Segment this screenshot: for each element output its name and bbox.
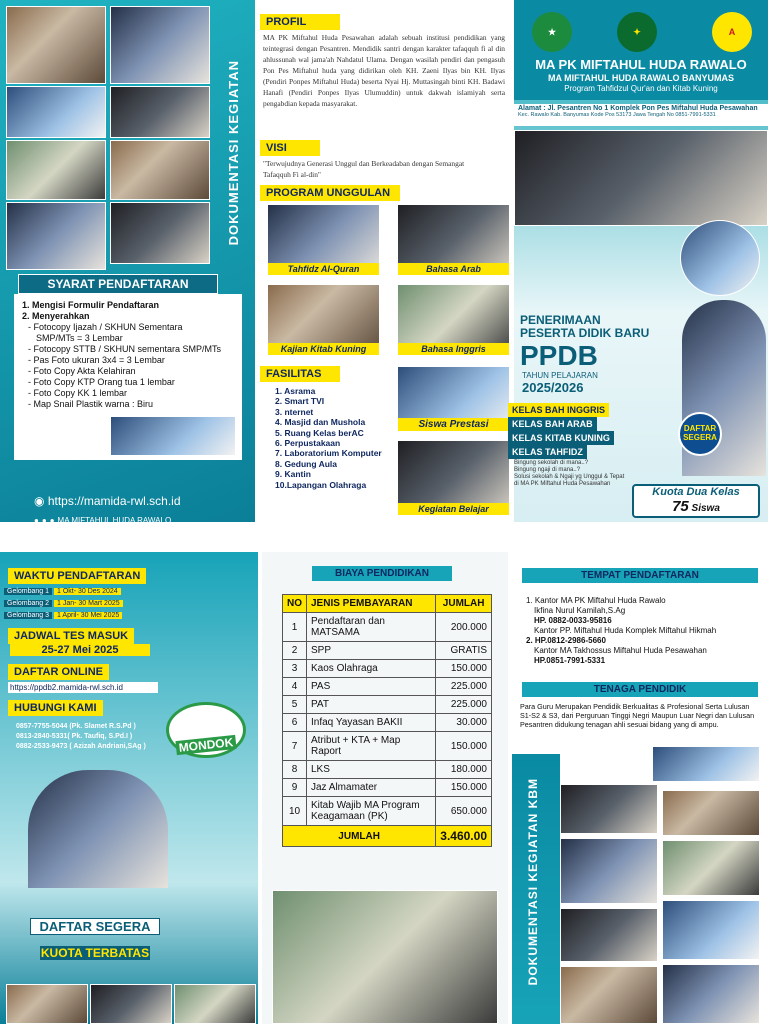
kelas-label: KELAS BAH INGGRIS: [508, 403, 609, 417]
photo-siswa-prestasi: [397, 366, 510, 432]
tempat-line: 1. Kantor MA PK Miftahul Huda Rawalo: [526, 596, 666, 605]
program-caption: Bahasa Arab: [398, 263, 509, 275]
waktu-title: WAKTU PENDAFTARAN: [8, 568, 146, 584]
col-header: JUMLAH: [436, 595, 492, 613]
fee-cell-no: 4: [283, 678, 307, 696]
kuota-label: Kuota Dua Kelas: [652, 486, 740, 498]
school-sub1: MA MIFTAHUL HUDA RAWALO BANYUMAS: [548, 73, 734, 83]
fasilitas-item: 5. Ruang Kelas berAC: [275, 427, 364, 438]
syarat-sub: - Fotocopy Ijazah / SKHUN Sementara: [28, 322, 183, 332]
photo-two-students: [28, 770, 168, 888]
fee-cell-no: 8: [283, 761, 307, 779]
school-logo-icon: A: [712, 12, 752, 52]
fee-cell-jenis: Atribut + KTA + Map Raport: [307, 732, 436, 761]
fee-cell-jumlah: 150.000: [436, 660, 492, 678]
syarat-sub: - Fotocopy STTB / SKHUN sementara SMP/MTs: [28, 344, 222, 354]
fee-row: [283, 678, 492, 696]
fasilitas-item: 7. Laboratorium Komputer: [275, 448, 382, 459]
phone-line[interactable]: 0813-2840-5331( Pk. Taufiq, S.Pd.I ): [16, 733, 133, 740]
siswa-prestasi-caption: Siswa Prestasi: [398, 418, 509, 431]
panel-left: [0, 0, 255, 522]
fee-cell-no: 6: [283, 714, 307, 732]
photo-campus: [272, 890, 498, 1024]
kuota-box: [632, 484, 760, 518]
syarat-sub: SMP/MTs = 3 Lembar: [36, 333, 123, 343]
tempat-line: 2. HP.0812-2986-5660: [526, 636, 606, 645]
fee-cell-no: 3: [283, 660, 307, 678]
fee-cell-jumlah: 225.000: [436, 678, 492, 696]
photo-bottom-1: [6, 984, 88, 1024]
tempat-line: Kantor MA Takhossus Miftahul Huda Pesawahan: [534, 646, 707, 655]
tempat-line: Ikfina Nurul Kamilah,S.Ag: [534, 606, 626, 615]
fee-cell-jenis: PAT: [307, 696, 436, 714]
fee-row: [283, 613, 492, 642]
fasilitas-item: 6. Perpustakaan: [275, 438, 341, 449]
daftar-segera-button[interactable]: DAFTAR SEGERA: [30, 918, 160, 935]
panel-tempat: [512, 552, 768, 1024]
phone-line[interactable]: 0882-2533-9473 ( Azizah Andriani,SAg ): [16, 743, 146, 750]
fee-row: [283, 761, 492, 779]
fee-cell-jenis: Kaos Olahraga: [307, 660, 436, 678]
fee-cell-jumlah: 225.000: [436, 696, 492, 714]
youtube-icon[interactable]: ●: [49, 516, 55, 522]
doc-kbm-label: DOKUMENTASI KEGIATAN KBM: [526, 778, 540, 986]
mondok-label: MONDOK: [175, 735, 236, 755]
kuota-number: 75: [672, 498, 689, 515]
gelombang-label: Gelombang 1: [4, 588, 52, 595]
photo-activity-3: [6, 86, 106, 138]
photo-kbm-5: [560, 908, 658, 962]
fee-cell-jumlah: 200.000: [436, 613, 492, 642]
fee-row: [283, 732, 492, 761]
fee-cell-no: 10: [283, 797, 307, 826]
photo-bahasa-inggris: [397, 284, 510, 356]
school-name: MA PK MIFTAHUL HUDA RAWALO: [535, 57, 747, 72]
tempat-title: TEMPAT PENDAFTARAN: [522, 568, 758, 583]
profil-title: PROFIL: [260, 14, 340, 30]
tahun-label: TAHUN PELAJARAN: [522, 371, 598, 380]
visi-title: VISI: [260, 140, 320, 156]
gelombang-label: Gelombang 3: [4, 612, 52, 619]
penerimaan-text: [520, 314, 649, 340]
social-handle: MA MIFTAHUL HUDA RAWALO: [57, 516, 172, 522]
instagram-icon[interactable]: ●: [41, 516, 47, 522]
photo-activity-8: [110, 202, 210, 264]
fasilitas-item: 9. Kantin: [275, 469, 311, 480]
fee-cell-jenis: LKS: [307, 761, 436, 779]
panel-contact: [0, 552, 258, 1024]
online-url[interactable]: https://ppdb2.mamida-rwl.sch.id: [8, 682, 158, 693]
doc-kegiatan-label: DOKUMENTASI KEGIATAN: [226, 60, 241, 246]
fasilitas-title: FASILITAS: [260, 366, 340, 382]
tagline-line: Solusi sekolah & Ngaji yg Unggul & Tepat: [514, 474, 625, 480]
fasilitas-list: [275, 386, 382, 490]
biaya-table: [282, 594, 492, 847]
profil-text: MA PK Miftahul Huda Pesawahan adalah sebuah institusi pendidikan yang teintegrasi dengan Pesantren. Mendidik santri dengan karakter tafaqquh fi al din ahlussunah wal jama'ah Nahdatul Ulama. Dengan wasilah pendiri dan pengasuh Pon Pes Miftahul huda yang didirikan oleh KH. Zaeni Ilyas bin KH. Ilyas (Pendiri Ponpes Miftahul Huda) beserta Nyai Hj. Muttasingah binti KH. Badawi Hanafi (Pendiri Ponpes Ilyas Ulumuddin) untuk dakwah islamiyah serta pengabdian kepada masyarakat.: [263, 33, 505, 108]
col-header: NO: [283, 595, 307, 613]
program-caption: Tahfidz Al-Quran: [268, 263, 379, 275]
fasilitas-item: 8. Gedung Aula: [275, 458, 338, 469]
gelombang-date: 1 Okt- 30 Des 2024: [54, 588, 121, 595]
syarat-item-2: 2. Menyerahkan: [22, 311, 90, 321]
fee-cell-jenis: PAS: [307, 678, 436, 696]
program-title: PROGRAM UNGGULAN: [260, 185, 400, 201]
col-header: JENIS PEMBAYARAN: [307, 595, 436, 613]
fee-cell-jenis: SPP: [307, 642, 436, 660]
tahun-value: 2025/2026: [522, 380, 584, 395]
syarat-title: SYARAT PENDAFTARAN: [18, 274, 218, 294]
photo-kbm-8: [662, 964, 760, 1024]
fee-row: [283, 696, 492, 714]
address-bar: [514, 104, 768, 126]
photo-bottom-2: [90, 984, 172, 1024]
photo-activity-2: [110, 6, 210, 84]
fasilitas-item: 10.Lapangan Olahraga: [275, 479, 367, 490]
syarat-item-1: 1. Mengisi Formulir Pendaftaran: [22, 300, 160, 310]
photo-kbm-7: [560, 966, 658, 1024]
address-line-1: Alamat : Jl. Pesantren No 1 Komplek Pon Pes Miftahul Huda Pesawahan: [518, 105, 758, 112]
photo-activity-7: [6, 202, 106, 270]
photo-kbm-1: [560, 784, 658, 834]
school-sub2: Program Tahfidzul Qur'an dan Kitab Kuning: [564, 84, 718, 93]
photo-trophy-group: [680, 220, 760, 296]
jadwal-date: 25-27 Mei 2025: [10, 644, 150, 656]
gelombang-label: Gelombang 2: [4, 600, 52, 607]
total-label: JUMLAH: [283, 826, 436, 847]
photo-students-assembly: [110, 416, 236, 456]
fee-cell-jenis: Jaz Almamater: [307, 779, 436, 797]
fasilitas-item: 4. Masjid dan Mushola: [275, 417, 366, 428]
fee-cell-no: 2: [283, 642, 307, 660]
fee-row: [283, 660, 492, 678]
penerimaan-line-1: PENERIMAAN: [520, 313, 601, 327]
photo-activity-5: [6, 140, 106, 200]
fee-cell-jenis: Pendaftaran dan MATSAMA: [307, 613, 436, 642]
tagline-line: di MA PK Miftahul Huda Pesawahan: [514, 481, 611, 487]
tagline-line: Bingung ngaji di mana..?: [514, 467, 581, 473]
fee-row: [283, 779, 492, 797]
photo-cover-students: [514, 130, 768, 226]
kelas-label: KELAS BAH ARAB: [508, 417, 597, 431]
fee-cell-jumlah: 650.000: [436, 797, 492, 826]
panel-biaya: [262, 552, 508, 1024]
phone-line[interactable]: 0857-7755-5044 (Pk. Slamet R.S.Pd ): [16, 723, 136, 730]
fee-cell-jenis: Kitab Wajib MA Program Keagamaan (PK): [307, 797, 436, 826]
jadwal-title: JADWAL TES MASUK: [8, 628, 134, 644]
photo-kegiatan-belajar: [397, 440, 510, 516]
program-caption: Bahasa Inggris: [398, 343, 509, 355]
fee-cell-no: 5: [283, 696, 307, 714]
fee-cell-jumlah: GRATIS: [436, 642, 492, 660]
photo-kbm-2: [662, 790, 760, 836]
fasilitas-item: 3. nternet: [275, 406, 314, 417]
website-row[interactable]: [34, 494, 181, 508]
tempat-line: HP. 0882-0033-95816: [534, 616, 612, 625]
hubungi-list: [16, 722, 146, 752]
hubungi-title: HUBUNGI KAMI: [8, 700, 103, 716]
visi-text: "Terwujudnya Generasi Unggul dan Berkeadaban dengan Semangat Tafaqquh Fi al-din": [263, 159, 465, 179]
tempat-line: HP.0851-7991-5331: [534, 656, 606, 665]
photo-kbm-4: [662, 840, 760, 896]
photo-activity-1: [6, 6, 106, 84]
kuota-terbatas-label: KUOTA TERBATAS: [40, 946, 150, 960]
photo-bottom-3: [174, 984, 256, 1024]
fee-row: [283, 642, 492, 660]
photo-teachers: [652, 746, 760, 782]
address-line-2: Kec. Rawalo Kab. Banyumas Kode Pos 53173 Jawa Tengah No 0851-7991-5331: [518, 112, 716, 118]
syarat-box: [14, 294, 242, 460]
gelombang-date: 1 April- 30 Mei 2025: [54, 612, 122, 619]
facebook-icon[interactable]: ●: [34, 516, 39, 522]
daftar-segera-badge[interactable]: DAFTAR SEGERA: [678, 412, 722, 456]
tenaga-text: Para Guru Merupakan Pendidik Berkualitas & Profesional Serta Lulusan S1-S2 & S3, dari Perguruan Tinggi Negri Maupun Luar Negri dan Lulusan Pesantren didukung tenagan ahli sesuai bidang yang di ampu.: [520, 702, 755, 729]
photo-bahasa-arab: [397, 204, 510, 276]
biaya-title: BIAYA PENDIDIKAN: [312, 566, 452, 581]
fee-cell-jumlah: 30.000: [436, 714, 492, 732]
tenaga-title: TENAGA PENDIDIK: [522, 682, 758, 697]
photo-kbm-6: [662, 900, 760, 960]
syarat-sub: - Pas Foto ukuran 3x4 = 3 Lembar: [28, 355, 165, 365]
fasilitas-item: 2. Smart TVI: [275, 396, 325, 407]
tempat-list: [526, 596, 716, 666]
fee-row: [283, 714, 492, 732]
globe-icon: ◉: [34, 494, 48, 508]
fee-cell-no: 7: [283, 732, 307, 761]
tagline-line: Bingung sekolah di mana..?: [514, 460, 589, 466]
kuota-unit: Siswa: [691, 503, 720, 514]
total-value: 3.460.00: [436, 826, 492, 847]
fee-cell-jumlah: 150.000: [436, 779, 492, 797]
brochure-back: [0, 552, 768, 1024]
kelas-label: KELAS KITAB KUNING: [508, 431, 614, 445]
kegiatan-belajar-caption: Kegiatan Belajar: [398, 503, 509, 515]
gelombang-date: 1 Jan- 30 Mart 2025: [54, 600, 123, 607]
panel-middle: [257, 0, 512, 522]
fasilitas-item: 1. Asrama: [275, 386, 316, 396]
photo-kitab-kuning: [267, 284, 380, 356]
syarat-sub: - Map Snail Plastik warna : Biru: [28, 399, 154, 409]
photo-activity-4: [110, 86, 210, 138]
nu-logo-icon: ✦: [617, 12, 657, 52]
kelas-label: KELAS TAHFIDZ: [508, 445, 587, 459]
fee-cell-no: 1: [283, 613, 307, 642]
online-title: DAFTAR ONLINE: [8, 664, 109, 680]
penerimaan-line-2: PESERTA DIDIK BARU: [520, 326, 650, 340]
program-caption: Kajian Kitab Kuning: [268, 343, 379, 355]
syarat-sub: - Foto Copy KTP Orang tua 1 lembar: [28, 377, 175, 387]
fee-cell-jumlah: 150.000: [436, 732, 492, 761]
fee-cell-no: 9: [283, 779, 307, 797]
waktu-rows: [4, 586, 123, 622]
fee-row: [283, 797, 492, 826]
photo-tahfidz: [267, 204, 380, 276]
syarat-sub: - Foto Copy KK 1 lembar: [28, 388, 128, 398]
fee-cell-jenis: Infaq Yayasan BAKII: [307, 714, 436, 732]
fee-cell-jumlah: 180.000: [436, 761, 492, 779]
photo-activity-6: [110, 140, 210, 200]
syarat-sub: - Foto Copy Akta Kelahiran: [28, 366, 136, 376]
photo-kbm-3: [560, 838, 658, 904]
website-link[interactable]: https://mamida-rwl.sch.id: [47, 494, 181, 508]
kemenag-logo-icon: ★: [532, 12, 572, 52]
social-row: [34, 516, 171, 522]
tempat-line: Kantor PP. Miftahul Huda Komplek Miftahul Hikmah: [534, 626, 717, 635]
ppdb-title: PPDB: [520, 340, 598, 371]
